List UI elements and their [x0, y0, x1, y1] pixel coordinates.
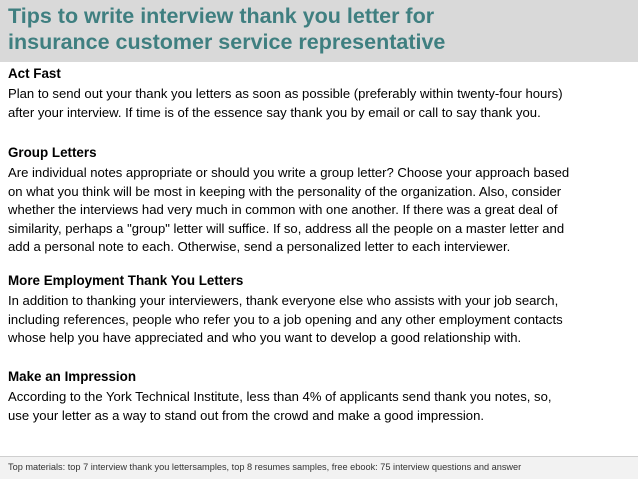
section-heading: Act Fast — [8, 66, 61, 81]
body-line: whose help you have appreciated and who you want to develop a good relationship with. — [8, 330, 522, 345]
footer-text: Top materials: top 7 interview thank you lettersamples, top 8 resumes samples, free ebook: 75 interview questions and answer — [8, 462, 522, 472]
body-line: on what you think will be most in keeping with the personality of the organization. Also, consider — [8, 183, 562, 199]
page-title-line-1: Tips to write interview thank you letter for — [8, 4, 435, 28]
section-body — [8, 85, 634, 122]
section-group-letters — [8, 143, 634, 257]
section-act-fast — [8, 64, 634, 122]
page-title — [8, 3, 445, 55]
body-line: add a personal note to each. Otherwise, send a personalized letter to each interviewer. — [8, 239, 511, 254]
section-heading: Make an Impression — [8, 369, 137, 384]
section-body — [8, 164, 634, 257]
body-line: According to the York Technical Institute, less than 4% of applicants send thank you notes, so, — [8, 389, 552, 404]
page-title-line-2: insurance customer service representative — [8, 30, 446, 54]
section-body — [8, 292, 634, 348]
section-heading: More Employment Thank You Letters — [8, 273, 244, 288]
body-line: whether the interviews had very much in common with one another. If there was a great deal of — [8, 202, 558, 217]
title-band — [0, 0, 638, 62]
body-line: including references, people who refer you to a job opening and any other employment contacts — [8, 311, 563, 327]
footer-bar — [0, 457, 638, 479]
body-line: In addition to thanking your interviewers, thank everyone else who assists with your job search, — [8, 293, 559, 308]
body-line: similarity, perhaps a "group" letter will suffice. If so, address all the people on a master letter and — [8, 220, 565, 236]
section-more-employment — [8, 271, 634, 348]
section-make-impression — [8, 367, 634, 425]
body-line: Plan to send out your thank you letters as soon as possible (preferably within twenty-four hours) — [8, 86, 563, 101]
body-line: Are individual notes appropriate or should you write a group letter? Choose your approach based — [8, 165, 570, 180]
section-heading: Group Letters — [8, 145, 97, 160]
section-body — [8, 388, 634, 425]
body-line: use your letter as a way to stand out from the crowd and make a good impression. — [8, 407, 484, 423]
body-line: after your interview. If time is of the essence say thank you by email or call to say thank you. — [8, 104, 541, 120]
